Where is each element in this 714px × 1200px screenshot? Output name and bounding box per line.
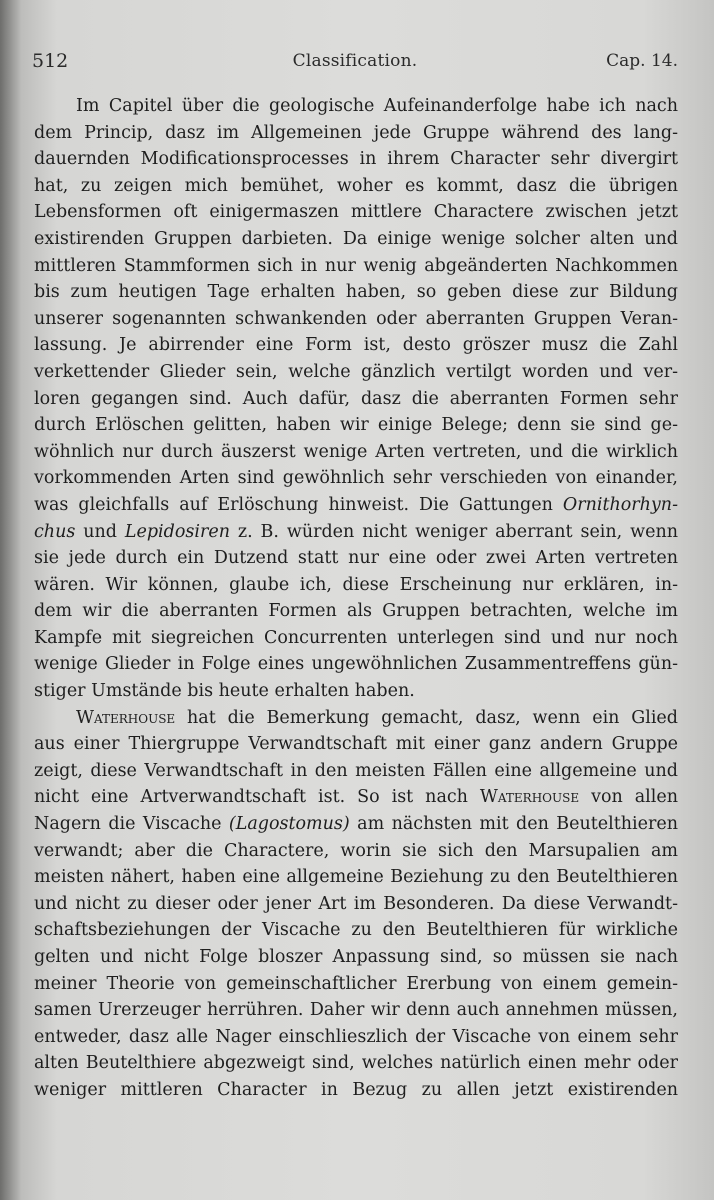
- text-line: hat, zu zeigen mich bemühet, woher es kommt, dasz die übrigen: [34, 175, 678, 196]
- text-line: alten Beutelthiere abgezweigt sind, welches natürlich einen mehr oder: [34, 1053, 678, 1074]
- text-line: und nicht zu dieser oder jener Art im Besonderen. Da diese Verwandt-: [34, 893, 678, 914]
- running-title: Classification.: [292, 51, 418, 71]
- text-segment: am nächsten mit den Beutelthieren: [349, 814, 678, 835]
- text-line: Lebensformen oft einigermaszen mittlere Charactere zwischen jetzt: [34, 202, 678, 223]
- text-line: gelten und nicht Folge bloszer Anpassung sind, so müssen sie nach: [34, 947, 678, 967]
- text-segment: hat die Bemerkung gemacht, dasz, wenn ein Glied: [175, 707, 678, 728]
- text-segment: was gleichfalls auf Erlöschung hinweist. Die Gattungen: [34, 494, 553, 515]
- text-segment: z. B. würden nicht weniger aberrant sein, wenn: [229, 521, 679, 542]
- text-line: [34, 519, 678, 546]
- text-segment: von allen: [579, 787, 678, 808]
- text-line: [34, 492, 678, 519]
- text-segment: Nagern die Viscache: [34, 814, 229, 835]
- chapter-label: Cap. 14.: [606, 51, 678, 71]
- body-text: [34, 93, 678, 1104]
- text-line: verkettender Glieder sein, welche gänzlich vertilgt worden und ver-: [34, 361, 678, 382]
- text-segment: und: [75, 521, 125, 542]
- text-line: wöhnlich nur durch äuszerst wenige Arten vertreten, und die wirklich: [34, 441, 678, 462]
- text-line: loren gegangen sind. Auch dafür, dasz die aberranten Formen sehr: [34, 388, 678, 409]
- genus-name: chus: [34, 521, 76, 542]
- text-segment: nicht eine Artverwandtschaft ist. So ist nach: [34, 787, 480, 808]
- text-line: [34, 811, 678, 838]
- author-name: Waterhouse: [479, 787, 580, 808]
- genus-name: Ornithorhyn-: [562, 494, 678, 515]
- text-line: zeigt, diese Verwandtschaft in den meisten Fällen eine allgemeine und: [34, 760, 678, 781]
- text-line: weniger mittleren Character in Bezug zu allen jetzt existirenden: [34, 1079, 678, 1100]
- running-header: [32, 50, 678, 80]
- text-line: [34, 784, 678, 811]
- text-line: [34, 705, 678, 732]
- text-line: existirenden Gruppen darbieten. Da einige wenige solcher alten und: [34, 228, 678, 249]
- text-line: samen Urerzeuger herrühren. Daher wir denn auch annehmen müssen,: [34, 1000, 678, 1021]
- genus-name: Lepidosiren: [124, 521, 230, 542]
- text-line: meiner Theorie von gemeinschaftlicher Ererbung von einem gemein-: [34, 973, 678, 994]
- author-name: Waterhouse: [76, 707, 176, 728]
- text-line: meisten nähert, haben eine allgemeine Beziehung zu den Beutelthieren: [34, 867, 678, 888]
- page-number: 512: [32, 50, 69, 72]
- genus-name: (Lagostomus): [228, 814, 350, 835]
- text-line: bis zum heutigen Tage erhalten haben, so geben diese zur Bildung: [34, 282, 678, 303]
- text-line: durch Erlöschen gelitten, haben wir einige Belege; denn sie sind ge-: [34, 415, 678, 436]
- text-line: lassung. Je abirrender eine Form ist, desto gröszer musz die Zahl: [34, 335, 678, 356]
- text-line: mittleren Stammformen sich in nur wenig abgeänderten Nachkommen: [34, 255, 678, 276]
- text-line: dauernden Modificationsprocesses in ihrem Character sehr divergirt: [34, 149, 678, 170]
- text-line: Kampfe mit siegreichen Concurrenten unterlegen sind und nur noch: [34, 627, 678, 648]
- text-line: Im Capitel über die geologische Aufeinanderfolge habe ich nach: [76, 96, 678, 116]
- text-line: schaftsbeziehungen der Viscache zu den Beutelthieren für wirkliche: [34, 920, 678, 941]
- text-line: entweder, dasz alle Nager einschlieszlich der Viscache von einem sehr: [34, 1026, 678, 1047]
- text-line: dem Princip, dasz im Allgemeinen jede Gruppe während des lang-: [34, 122, 678, 143]
- text-line: unserer sogenannten schwankenden oder aberranten Gruppen Veran-: [34, 308, 678, 329]
- text-line: vorkommenden Arten sind gewöhnlich sehr verschieden von einander,: [34, 468, 678, 489]
- text-line: verwandt; aber die Charactere, worin sie sich den Marsupalien am: [34, 840, 678, 861]
- text-line: wären. Wir können, glaube ich, diese Erscheinung nur erklären, in-: [34, 574, 678, 595]
- text-line: sie jede durch ein Dutzend statt nur eine oder zwei Arten vertreten: [34, 548, 678, 569]
- text-line: dem wir die aberranten Formen als Gruppen betrachten, welche im: [34, 601, 678, 622]
- text-line: wenige Glieder in Folge eines ungewöhnlichen Zusammentreffens gün-: [34, 654, 678, 675]
- text-line: aus einer Thiergruppe Verwandtschaft mit einer ganz andern Gruppe: [34, 734, 678, 755]
- text-line: stiger Umstände bis heute erhalten haben.: [34, 681, 415, 702]
